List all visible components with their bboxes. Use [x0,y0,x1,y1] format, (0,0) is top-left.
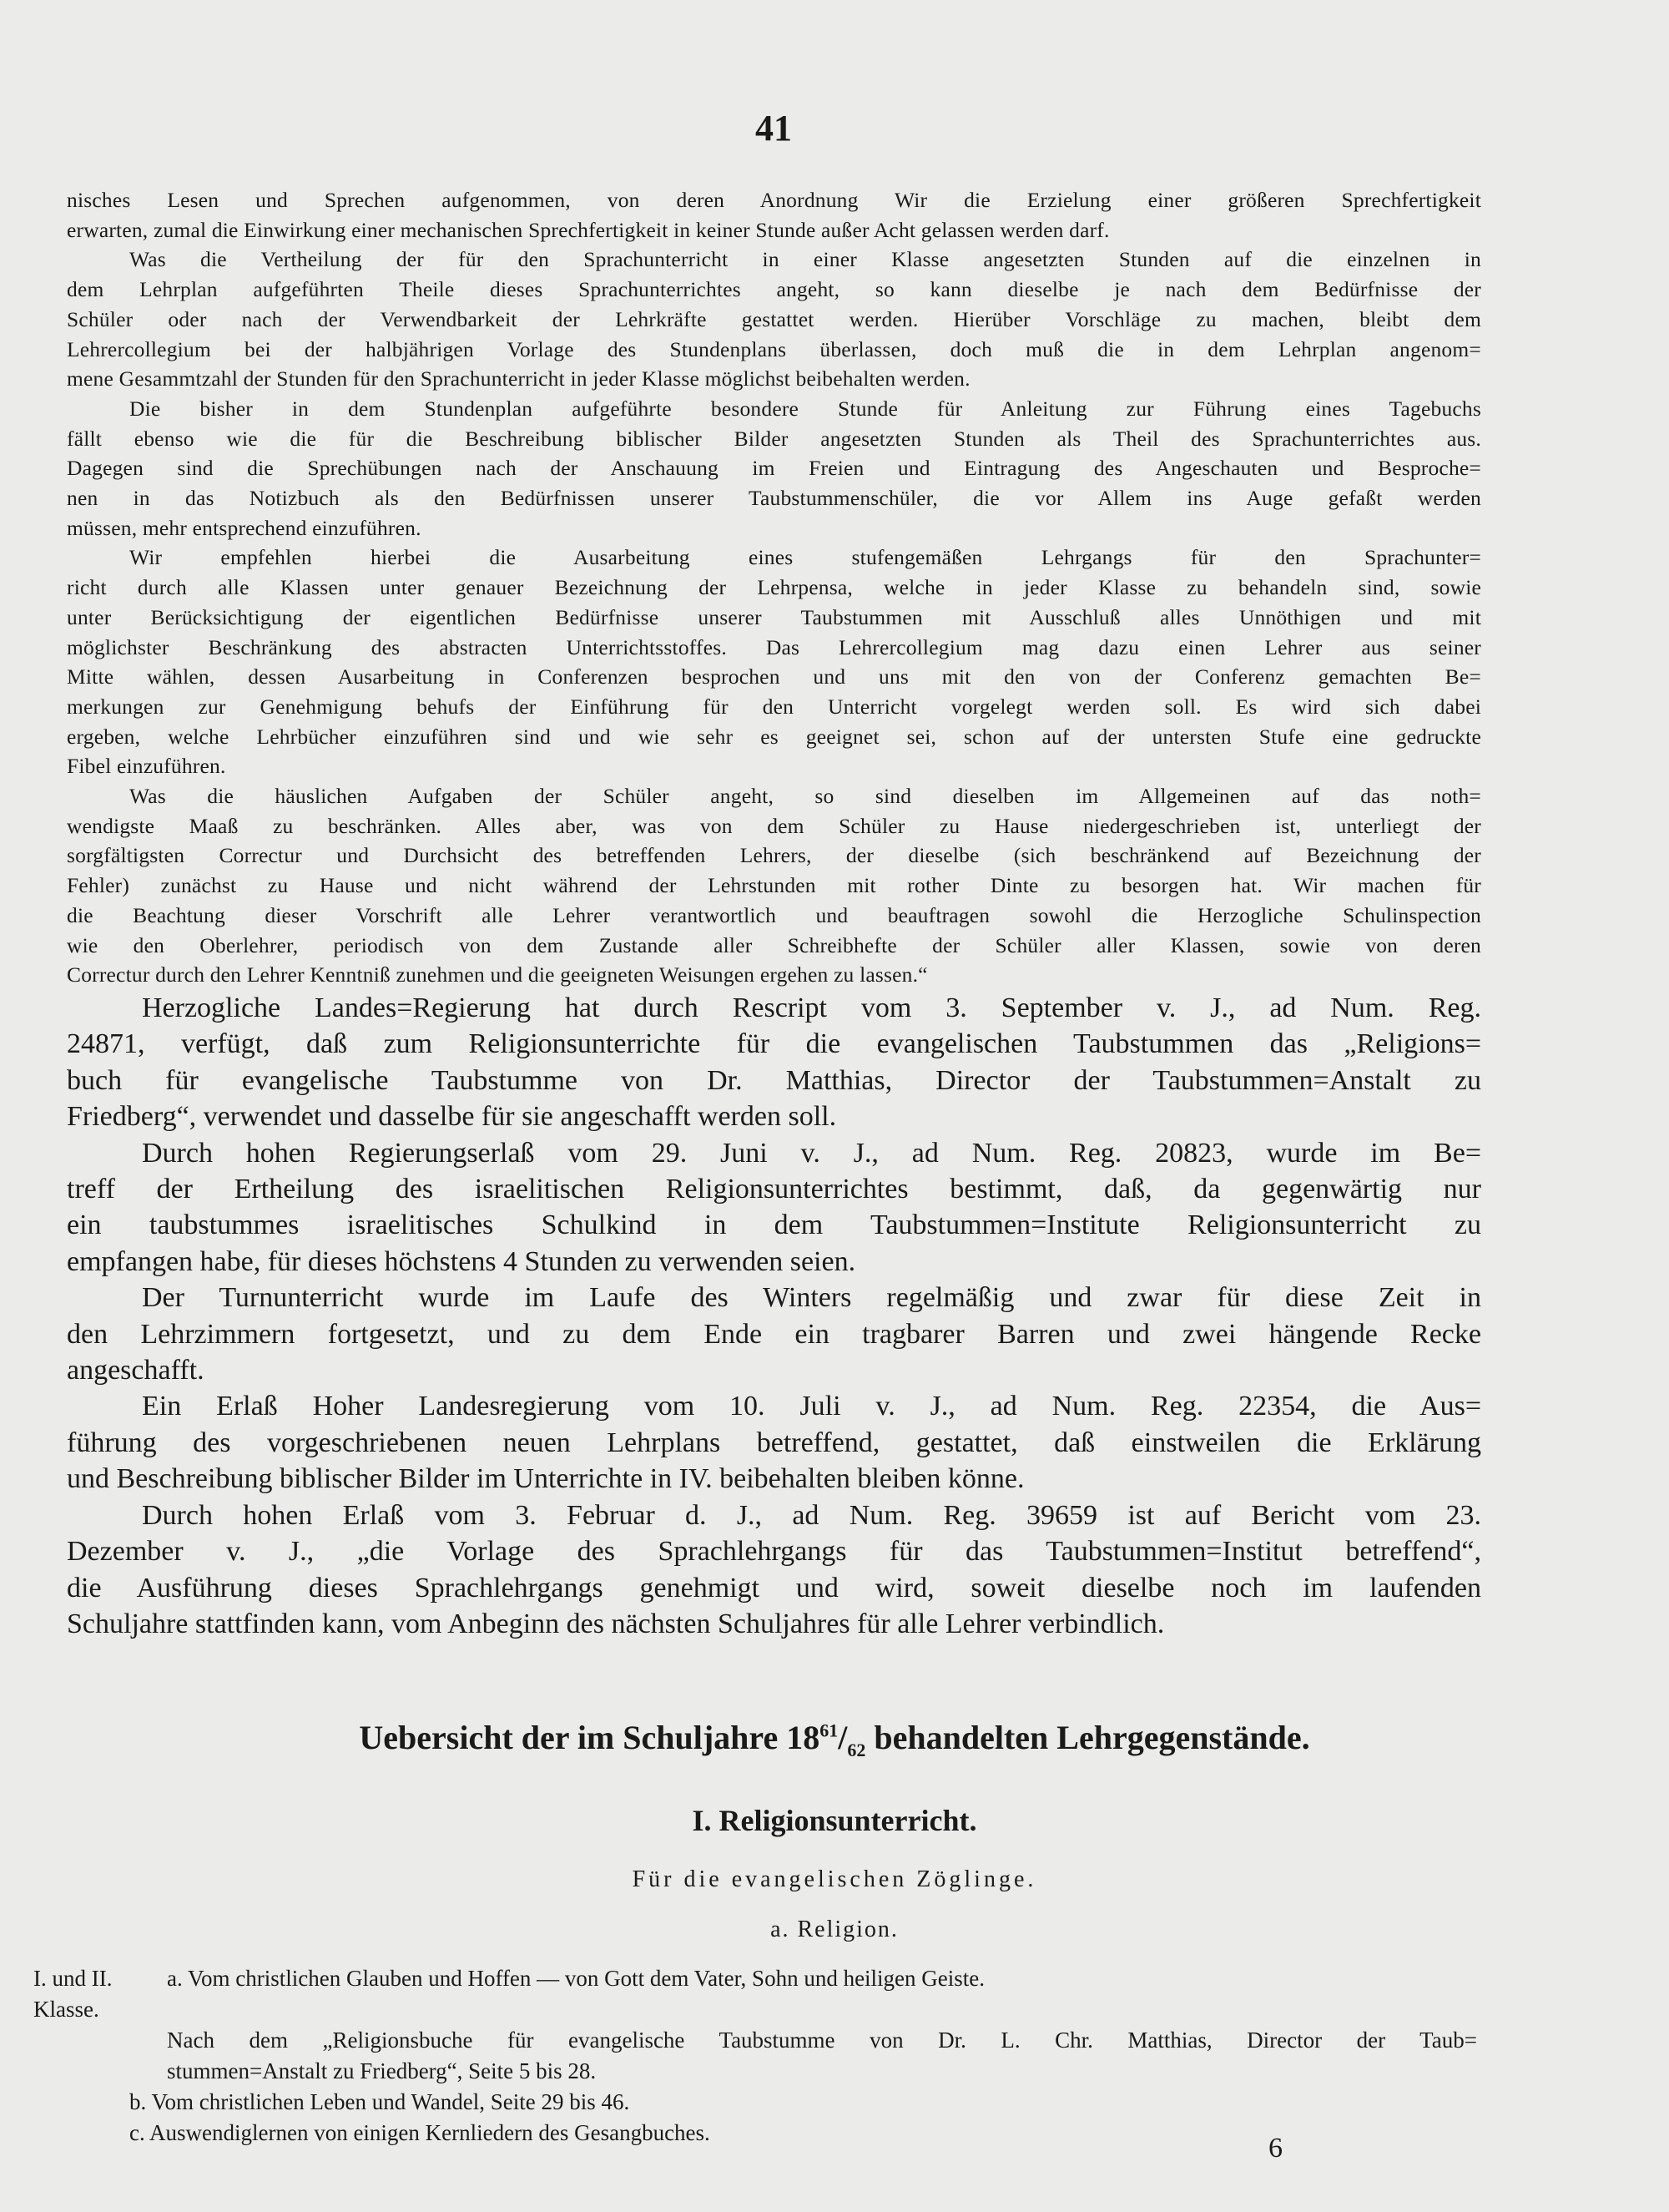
text-line: Correctur durch den Lehrer Kenntniß zunehmen und die geeigneten Weisungen ergehen zu lassen.“ [67,962,928,987]
list-item [33,1963,1477,2025]
text-line: angeschafft. [67,1355,204,1386]
text-line: die Ausführung dieses Sprachlehrgangs genehmigt und wird, soweit dieselbe noch im laufenden [67,1572,1481,1603]
text-line: Schuljahre stattfinden kann, vom Anbeginn des nächsten Schuljahres für alle Lehrer verbindlich. [67,1608,1165,1639]
overview-heading [0,1718,1669,1761]
text-line: Dagegen sind die Sprechübungen nach der Anschauung im Freien und Eintragung des Angeschauten und Besproche= [67,456,1481,481]
class-label: I. und II. Klasse. [33,1966,113,2022]
text-line: Die bisher in dem Stundenplan aufgeführte besondere Stunde für Anleitung zur Führung eines Tagebuchs [129,396,1481,421]
list-item: c. Auswendiglernen von einigen Kernliedern des Gesangbuches. [129,2120,710,2145]
text-line: Dezember v. J., „die Vorlage des Sprachlehrgangs für das Taubstummen=Institut betreffend“, [67,1536,1481,1568]
text-line: treff der Ertheilung des israelitischen Religionsunterrichtes bestimmt, daß, da gegenwärtig nur [67,1174,1481,1205]
text-line: merkungen zur Genehmigung behufs der Einführung für den Unterricht vorgelegt werden soll. Es wird sich dabei [67,694,1481,719]
subsection-title: Für die evangelischen Zöglinge. [632,1866,1037,1892]
section-title: I. Religionsunterricht. [692,1804,977,1837]
text-line: führung des vorgeschriebenen neuen Lehrplans betreffend, gestattet, daß einstweilen die Erklärung [67,1427,1481,1458]
heading-slash: / [838,1719,848,1756]
text-line: 24871, verfügt, daß zum Religionsunterrichte für die evangelischen Taubstummen das „Religions= [67,1028,1481,1060]
body-text-small [67,185,1481,990]
text-line: Der Turnunterricht wurde im Laufe des Winters regelmäßig und zwar für diese Zeit in [142,1282,1481,1314]
text-line: Herzogliche Landes=Regierung hat durch Rescript vom 3. September v. J., ad Num. Reg. [142,992,1481,1023]
text-line: buch für evangelische Taubstumme von Dr. Matthias, Director der Taubstummen=Anstalt zu [67,1064,1481,1096]
text-line: den Lehrzimmern fortgesetzt, und zu dem Ende ein tragbarer Barren und zwei hängende Recke [67,1318,1481,1350]
signature-mark: 6 [1268,2133,1283,2164]
list-item-continuation: Nach dem „Religionsbuche für evangelische Taubstumme von Dr. L. Chr. Matthias, Director der Taub= [167,2028,1477,2053]
list-item-continuation: stummen=Anstalt zu Friedberg“, Seite 5 bis 28. [167,2058,597,2083]
text-line: Wir empfehlen hierbei die Ausarbeitung eines stufengemäßen Lehrgangs für den Sprachunter= [129,545,1481,570]
text-line: nen in das Notizbuch als den Bedürfnissen unserer Taubstummenschüler, die vor Allem ins Auge gefaßt werden [67,486,1481,511]
heading-year-sub: 62 [847,1740,866,1760]
heading-year-sup: 61 [819,1720,839,1741]
paragraph [67,245,1481,394]
text-line: Friedberg“, verwendet und dasselbe für sie angeschafft werden soll. [67,1101,837,1133]
list-item: b. Vom christlichen Leben und Wandel, Seite 29 bis 46. [129,2089,630,2114]
text-line: sorgfältigsten Correctur und Durchsicht des betreffenden Lehrers, der dieselbe (sich beschränkend auf Bezeichnung der [67,843,1481,868]
text-line: ein taubstummes israelitisches Schulkind in dem Taubstummen=Institute Religionsunterricht zu [67,1210,1481,1241]
text-line: Mitte wählen, dessen Ausarbeitung in Conferenzen besprochen und uns mit den von der Conferenz gemachten Be= [67,664,1481,689]
heading-text-end: behandelten Lehrgegenstände. [865,1719,1310,1756]
text-line: Durch hohen Erlaß vom 3. Februar d. J., ad Num. Reg. 39659 ist auf Bericht vom 23. [142,1499,1481,1531]
curriculum-list [33,1963,1477,2149]
paragraph [67,1388,1481,1497]
text-line: ergeben, welche Lehrbücher einzuführen sind und wie sehr es geeignet sei, schon auf der untersten Stufe eine gedruckte [67,724,1481,749]
text-line: Was die häuslichen Aufgaben der Schüler angeht, so sind dieselben im Allgemeinen auf das noth= [129,784,1481,809]
subsubsection-title: a. Religion. [770,1917,899,1942]
text-line: mene Gesammtzahl der Stunden für den Sprachunterricht in jeder Klasse möglichst beibehalten werden. [67,366,971,391]
text-line: fällt ebenso wie die für die Beschreibung biblischer Bilder angesetzten Stunden als Theil des Sprachunterrichtes aus. [67,426,1481,451]
text-line: und Beschreibung biblischer Bilder im Unterrichte in IV. beibehalten bleiben könne. [67,1463,1025,1495]
text-line: erwarten, zumal die Einwirkung einer mechanischen Sprechfertigkeit in keiner Stunde außer Acht gelassen werden darf. [67,217,1110,242]
text-line: wie den Oberlehrer, periodisch von dem Zustande aller Schreibhefte der Schüler aller Klassen, sowie von deren [67,932,1481,957]
text-line: Durch hohen Regierungserlaß vom 29. Juni v. J., ad Num. Reg. 20823, wurde im Be= [142,1137,1481,1169]
paragraph [67,1280,1481,1388]
body-text-large [67,990,1481,1642]
paragraph [67,1135,1481,1280]
text-line: Lehrercollegium bei der halbjährigen Vorlage des Stundenplans überlassen, doch muß die in dem Lehrplan angenom= [67,336,1481,361]
paragraph [67,990,1481,1135]
paragraph [67,185,1481,245]
text-line: dem Lehrplan aufgeführten Theile dieses Sprachunterrichtes angeht, so kann dieselbe je nach dem Bedürfnisse der [67,277,1481,302]
text-line: Was die Vertheilung der für den Sprachunterricht in einer Klasse angesetzten Stunden auf die einzelnen in [129,247,1481,272]
heading-text: Uebersicht der im Schuljahre 18 [359,1719,820,1756]
text-line: müssen, mehr entsprechend einzuführen. [67,515,421,540]
paragraph [67,1497,1481,1643]
text-line: unter Berücksichtigung der eigentlichen Bedürfnisse unserer Taubstummen mit Ausschluß alles Unnöthigen und mit [67,604,1481,629]
text-line: Schüler oder nach der Verwendbarkeit der Lehrkräfte gestattet werden. Hierüber Vorschläge zu machen, bleibt dem [67,306,1481,331]
text-line: Ein Erlaß Hoher Landesregierung vom 10. Juli v. J., ad Num. Reg. 22354, die Aus= [142,1391,1481,1422]
text-line: Fibel einzuführen. [67,754,226,779]
text-line: wendigste Maaß zu beschränken. Alles aber, was von dem Schüler zu Hause niedergeschrieben ist, unterliegt der [67,813,1481,838]
list-item-text: a. Vom christlichen Glauben und Hoffen — von Gott dem Vater, Sohn und heiligen Geiste. [167,1966,986,1991]
paragraph [67,543,1481,781]
text-line: richt durch alle Klassen unter genauer Bezeichnung der Lehrpensa, welche in jeder Klasse zu behandeln sind, sowie [67,575,1481,600]
paragraph [67,781,1481,990]
text-line: nisches Lesen und Sprechen aufgenommen, von deren Anordnung Wir die Erzielung einer größeren Sprechfertigkeit [67,188,1481,212]
paragraph [67,394,1481,543]
text-line: die Beachtung dieser Vorschrift alle Lehrer verantwortlich und beauftragen sowohl die Herzogliche Schulinspection [67,902,1481,927]
text-line: Fehler) zunächst zu Hause und nicht während der Lehrstunden mit rother Dinte zu besorgen hat. Wir machen für [67,873,1481,898]
page-number: 41 [755,108,792,149]
text-line: möglichster Beschränkung des abstracten Unterrichtsstoffes. Das Lehrercollegium mag dazu einen Lehrer aus seiner [67,634,1481,659]
text-line: empfangen habe, für dieses höchstens 4 Stunden zu verwenden seien. [67,1245,856,1277]
